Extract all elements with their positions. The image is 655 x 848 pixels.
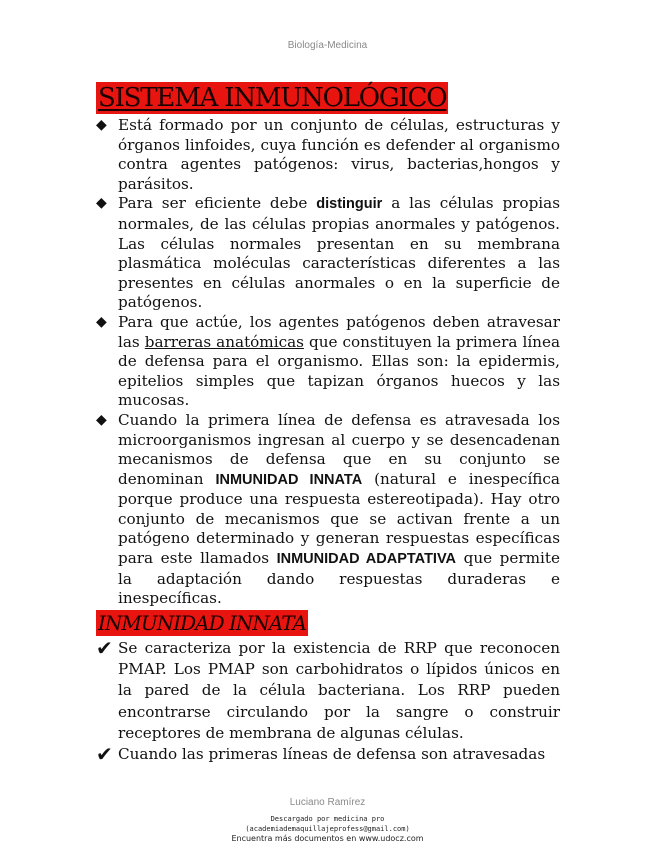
emphasis-text: distinguir bbox=[316, 196, 383, 213]
section-title: INMUNIDAD INNATA bbox=[98, 611, 306, 635]
list-item: ◆ Está formado por un conjunto de células, estructuras y órganos linfoides, cuya función es defender al organismo contra agentes patógenos: virus, bacterias,hongos y parásitos. bbox=[96, 116, 560, 193]
list-item: ◆ Para que actúe, los agentes patógenos deben atravesar las barreras anatómicas que constituyen la primera línea de defensa para el organismo. Ellas son: la epidermis, epitelios simples que tapizan órganos huecos y las mucosas. bbox=[96, 312, 560, 410]
download-notice bbox=[0, 814, 655, 834]
footer-author: Luciano Ramírez bbox=[289, 797, 366, 808]
page-header: Biología-Medicina bbox=[287, 40, 368, 51]
more-documents-link[interactable]: Encuentra más documentos en www.udocz.com bbox=[231, 834, 424, 843]
list-item: ✔ Cuando las primeras líneas de defensa son atravesadas bbox=[96, 742, 546, 767]
page-title: SISTEMA INMUNOLÓGICO bbox=[98, 83, 447, 113]
list-item: ◆ Para ser eficiente debe distinguir a las células propias normales, de las células propias anormales y patógenos. Las células normales presentan en su membrana plasmática moléculas características diferentes a las presentes en células anormales o en la superficie de patógenos. bbox=[96, 194, 560, 312]
download-email: (academiademaquillajeprofess@gmail.com) bbox=[245, 825, 410, 833]
checkmark-icon: ✔ bbox=[96, 742, 113, 767]
diamond-icon: ◆ bbox=[96, 117, 107, 133]
check-list bbox=[96, 638, 560, 765]
underlined-text: barreras anatómicas bbox=[144, 332, 304, 351]
diamond-icon: ◆ bbox=[96, 313, 107, 330]
list-item: ✔ Se caracteriza por la existencia de RRP que reconocen PMAP. Los PMAP son carbohidratos o lípidos únicos en la pared de la célula bacteriana. Los RRP pueden encontrarse circulando por la sangre o construir receptores de membrana de algunas células. bbox=[96, 636, 560, 742]
checkmark-icon: ✔ bbox=[96, 636, 113, 660]
emphasis-text: INMUNIDAD ADAPTATIVA bbox=[276, 551, 457, 568]
diamond-icon: ◆ bbox=[96, 411, 107, 428]
download-line: Descargado por medicina pro bbox=[270, 815, 385, 823]
list-item: ◆ Cuando la primera línea de defensa es atravesada los microorganismos ingresan al cuerpo y se desencadenan mecanismos de defensa que en su conjunto se denominan INMUNIDAD INNATA (natural e inespecífica porque produce una respuesta estereotipada). Hay otro conjunto de mecanismos que se activan frente a un patógeno determinado y generan respuestas específicas para este llamados INMUNIDAD ADAPTATIVA que permite la adaptación dando respuestas duraderas e inespecíficas. bbox=[96, 410, 560, 608]
diamond-icon: ◆ bbox=[96, 195, 107, 212]
emphasis-text: INMUNIDAD INNATA bbox=[215, 471, 363, 488]
main-bullet-list bbox=[96, 116, 560, 609]
